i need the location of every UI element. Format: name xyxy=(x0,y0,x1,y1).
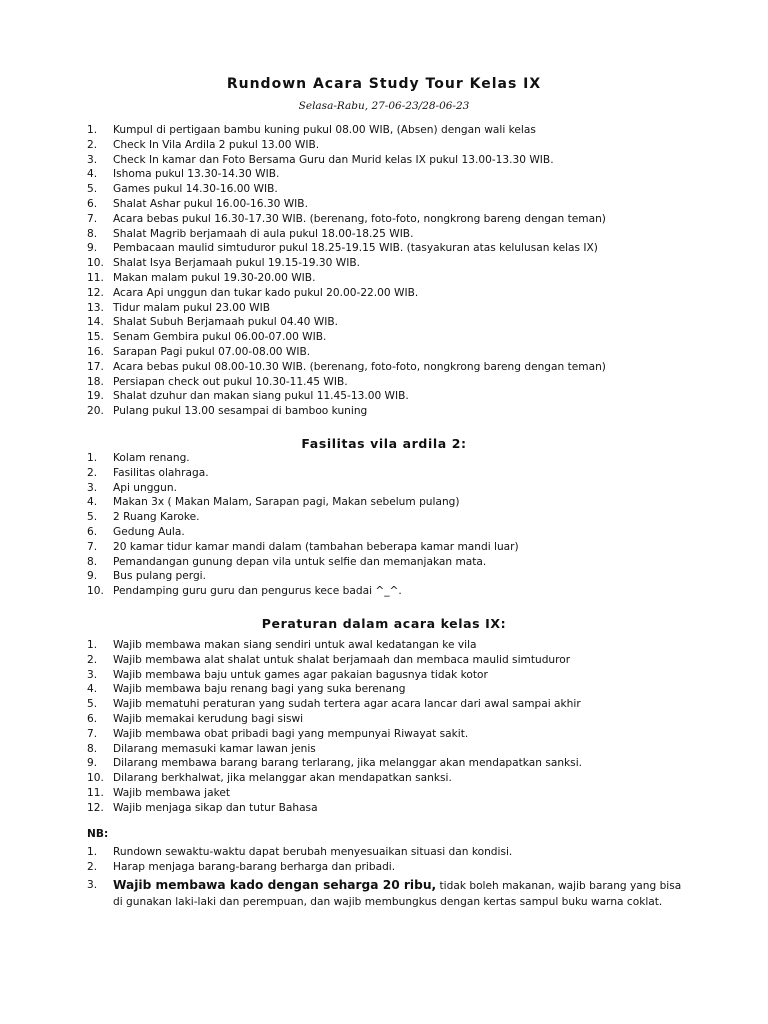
list-item-text: Kolam renang. xyxy=(113,452,190,464)
list-item-text: Pulang pukul 13.00 sesampai di bamboo kuning xyxy=(113,405,368,418)
list-item-text: Acara Api unggun dan tukar kado pukul 20.00-22.00 WIB. xyxy=(113,286,419,299)
list-item xyxy=(87,495,519,510)
list-item-text: Wajib membawa alat shalat untuk shalat berjamaah dan membaca maulid simtuduror xyxy=(113,653,571,666)
list-item-text: Acara bebas pukul 16.30-17.30 WIB. (berenang, foto-foto, nongkrong bareng dengan teman) xyxy=(113,212,606,225)
list-item-number: 18. xyxy=(87,375,104,388)
list-item xyxy=(87,845,512,860)
list-item-text: Senam Gembira pukul 06.00-07.00 WIB. xyxy=(113,331,327,344)
fasilitas-heading: Fasilitas vila ardila 2: xyxy=(301,436,467,451)
nb-item-3-body xyxy=(87,877,687,910)
list-item-text: Shalat Ashar pukul 16.00-16.30 WIB. xyxy=(113,197,308,210)
list-item-number: 1. xyxy=(87,452,98,464)
list-item-number: 3. xyxy=(87,879,98,891)
list-item-number: 3. xyxy=(87,481,98,494)
list-item-text: Makan 3x ( Makan Malam, Sarapan pagi, Makan sebelum pulang) xyxy=(113,496,460,509)
list-item-text: Pendamping guru guru dan pengurus kece badai ^_^. xyxy=(113,585,402,598)
list-item-number: 4. xyxy=(87,683,98,696)
list-item-text: Shalat Subuh Berjamaah pukul 04.40 WIB. xyxy=(113,316,339,329)
list-item xyxy=(87,786,582,801)
list-item-number: 15. xyxy=(87,331,104,344)
list-item xyxy=(87,481,519,496)
list-item xyxy=(87,771,582,786)
list-item-text: Sarapan Pagi pukul 07.00-08.00 WIB. xyxy=(113,345,311,358)
list-item-number: 4. xyxy=(87,496,98,509)
list-item-number: 9. xyxy=(87,570,98,583)
list-item xyxy=(87,301,606,316)
list-item-number: 9. xyxy=(87,242,98,255)
list-item-text: Tidur malam pukul 23.00 WIB xyxy=(113,301,271,314)
list-item-text: Check In kamar dan Foto Bersama Guru dan Murid kelas IX pukul 13.00-13.30 WIB. xyxy=(113,153,554,166)
list-item xyxy=(87,727,582,742)
rundown-list xyxy=(87,123,606,419)
list-item-text: Shalat Magrib berjamaah di aula pukul 18.00-18.25 WIB. xyxy=(113,227,414,240)
list-item xyxy=(87,451,519,466)
list-item-text: Acara bebas pukul 08.00-10.30 WIB. (berenang, foto-foto, nongkrong bareng dengan teman) xyxy=(113,360,606,373)
list-item-number: 5. xyxy=(87,511,98,524)
document-title: Rundown Acara Study Tour Kelas IX xyxy=(226,76,542,92)
list-item-number: 6. xyxy=(87,525,98,538)
list-item-number: 10. xyxy=(87,257,104,270)
list-item-number: 12. xyxy=(87,801,104,814)
list-item xyxy=(87,540,519,555)
list-item-text: Dilarang memasuki kamar lawan jenis xyxy=(113,742,316,755)
list-item xyxy=(87,167,606,182)
list-item-text: Pemandangan gunung depan vila untuk selfie dan memanjakan mata. xyxy=(113,555,487,568)
list-item-number: 2. xyxy=(87,860,98,873)
list-item-text: Dilarang membawa barang barang terlarang, jika melanggar akan mendapatkan sanksi. xyxy=(113,757,583,770)
list-item-number: 6. xyxy=(87,712,98,725)
list-item-text: Pembacaan maulid simtuduror pukul 18.25-19.15 WIB. (tasyakuran atas kelulusan kelas IX) xyxy=(113,242,598,255)
list-item xyxy=(87,742,582,757)
list-item-number: 9. xyxy=(87,757,98,770)
list-item xyxy=(87,756,582,771)
list-item xyxy=(87,123,606,138)
list-item xyxy=(87,404,606,419)
list-item-number: 11. xyxy=(87,271,104,284)
list-item-number: 1. xyxy=(87,639,98,651)
list-item xyxy=(87,241,606,256)
list-item xyxy=(87,860,512,875)
list-item-number: 10. xyxy=(87,585,104,598)
list-item xyxy=(87,330,606,345)
list-item-text: Rundown sewaktu-waktu dapat berubah menyesuaikan situasi dan kondisi. xyxy=(113,846,513,858)
list-item xyxy=(87,466,519,481)
list-item xyxy=(87,197,606,212)
nb-item-3 xyxy=(87,877,687,910)
list-item-text: Shalat Isya Berjamaah pukul 19.15-19.30 WIB. xyxy=(113,257,360,270)
list-item xyxy=(87,555,519,570)
list-item-text: Api unggun. xyxy=(113,481,177,494)
list-item-text: Shalat dzuhur dan makan siang pukul 11.45-13.00 WIB. xyxy=(113,390,409,403)
list-item-number: 1. xyxy=(87,124,98,136)
list-item-text: 20 kamar tidur kamar mandi dalam (tambahan beberapa kamar mandi luar) xyxy=(113,540,519,553)
list-item-text: Check In Vila Ardila 2 pukul 13.00 WIB. xyxy=(113,138,320,151)
list-item-text: Games pukul 14.30-16.00 WIB. xyxy=(113,183,278,196)
list-item-text: Persiapan check out pukul 10.30-11.45 WIB. xyxy=(113,375,348,388)
list-item-number: 3. xyxy=(87,153,98,166)
peraturan-list xyxy=(87,638,582,816)
list-item-number: 5. xyxy=(87,698,98,711)
list-item-number: 6. xyxy=(87,197,98,210)
nb-item-3-emphasis: Wajib membawa kado dengan seharga 20 ribu, xyxy=(113,878,437,892)
list-item xyxy=(87,286,606,301)
list-item-text: Ishoma pukul 13.30-14.30 WIB. xyxy=(113,168,280,181)
list-item-number: 17. xyxy=(87,360,104,373)
list-item-text: Gedung Aula. xyxy=(113,525,185,538)
list-item-number: 7. xyxy=(87,540,98,553)
list-item-text: Wajib menjaga sikap dan tutur Bahasa xyxy=(113,801,318,814)
list-item-number: 16. xyxy=(87,345,104,358)
list-item xyxy=(87,653,582,668)
list-item xyxy=(87,212,606,227)
list-item-number: 7. xyxy=(87,212,98,225)
list-item-number: 8. xyxy=(87,555,98,568)
list-item xyxy=(87,360,606,375)
list-item-text: Bus pulang pergi. xyxy=(113,570,206,583)
list-item-text: Wajib membawa baju untuk games agar pakaian bagusnya tidak kotor xyxy=(113,668,488,681)
list-item-number: 11. xyxy=(87,786,104,799)
list-item-text: Wajib membawa makan siang sendiri untuk awal kedatangan ke vila xyxy=(113,639,477,651)
list-item xyxy=(87,138,606,153)
list-item xyxy=(87,345,606,360)
list-item-text: Makan malam pukul 19.30-20.00 WIB. xyxy=(113,271,316,284)
list-item-number: 3. xyxy=(87,668,98,681)
list-item-number: 12. xyxy=(87,286,104,299)
list-item xyxy=(87,712,582,727)
list-item xyxy=(87,638,582,653)
nb-list xyxy=(87,845,512,875)
list-item-number: 1. xyxy=(87,846,98,858)
list-item-text: Wajib membawa jaket xyxy=(113,786,231,799)
list-item-number: 13. xyxy=(87,301,104,314)
nb-label: NB: xyxy=(87,828,109,840)
list-item xyxy=(87,389,606,404)
list-item-number: 7. xyxy=(87,727,98,740)
list-item xyxy=(87,668,582,683)
list-item xyxy=(87,256,606,271)
list-item-number: 14. xyxy=(87,316,104,329)
list-item xyxy=(87,801,582,816)
list-item-text: Kumpul di pertigaan bambu kuning pukul 08.00 WIB, (Absen) dengan wali kelas xyxy=(113,124,536,136)
list-item-number: 20. xyxy=(87,405,104,418)
list-item xyxy=(87,510,519,525)
list-item-text: Dilarang berkhalwat, jika melanggar akan mendapatkan sanksi. xyxy=(113,772,452,785)
list-item xyxy=(87,227,606,242)
list-item xyxy=(87,315,606,330)
list-item-number: 2. xyxy=(87,653,98,666)
list-item-text: Wajib membawa obat pribadi bagi yang mempunyai Riwayat sakit. xyxy=(113,727,469,740)
list-item-number: 10. xyxy=(87,772,104,785)
peraturan-heading: Peraturan dalam acara kelas IX: xyxy=(261,616,507,631)
list-item xyxy=(87,271,606,286)
list-item xyxy=(87,375,606,390)
list-item-text: Fasilitas olahraga. xyxy=(113,466,209,479)
list-item-number: 5. xyxy=(87,183,98,196)
list-item xyxy=(87,569,519,584)
list-item xyxy=(87,182,606,197)
list-item-text: 2 Ruang Karoke. xyxy=(113,511,200,524)
list-item-text: Wajib membawa baju renang bagi yang suka berenang xyxy=(113,683,406,696)
list-item xyxy=(87,697,582,712)
document-subtitle: Selasa-Rabu, 27-06-23/28-06-23 xyxy=(298,100,470,112)
list-item xyxy=(87,584,519,599)
fasilitas-list xyxy=(87,451,519,599)
list-item-number: 2. xyxy=(87,466,98,479)
nb-item-3-text: tidak boleh makanan, wajib barang yang bisa di gunakan laki-laki dan perempuan, dan wajib membungkus dengan kertas sampul buku warna coklat. xyxy=(113,880,682,908)
list-item-number: 19. xyxy=(87,390,104,403)
list-item-number: 4. xyxy=(87,168,98,181)
list-item-number: 2. xyxy=(87,138,98,151)
list-item-text: Wajib mematuhi peraturan yang sudah tertera agar acara lancar dari awal sampai akhir xyxy=(113,698,581,711)
list-item-number: 8. xyxy=(87,227,98,240)
list-item-text: Wajib memakai kerudung bagi siswi xyxy=(113,712,304,725)
list-item xyxy=(87,525,519,540)
list-item-text: Harap menjaga barang-barang berharga dan pribadi. xyxy=(113,860,396,873)
list-item-number: 8. xyxy=(87,742,98,755)
list-item xyxy=(87,682,582,697)
list-item xyxy=(87,153,606,168)
